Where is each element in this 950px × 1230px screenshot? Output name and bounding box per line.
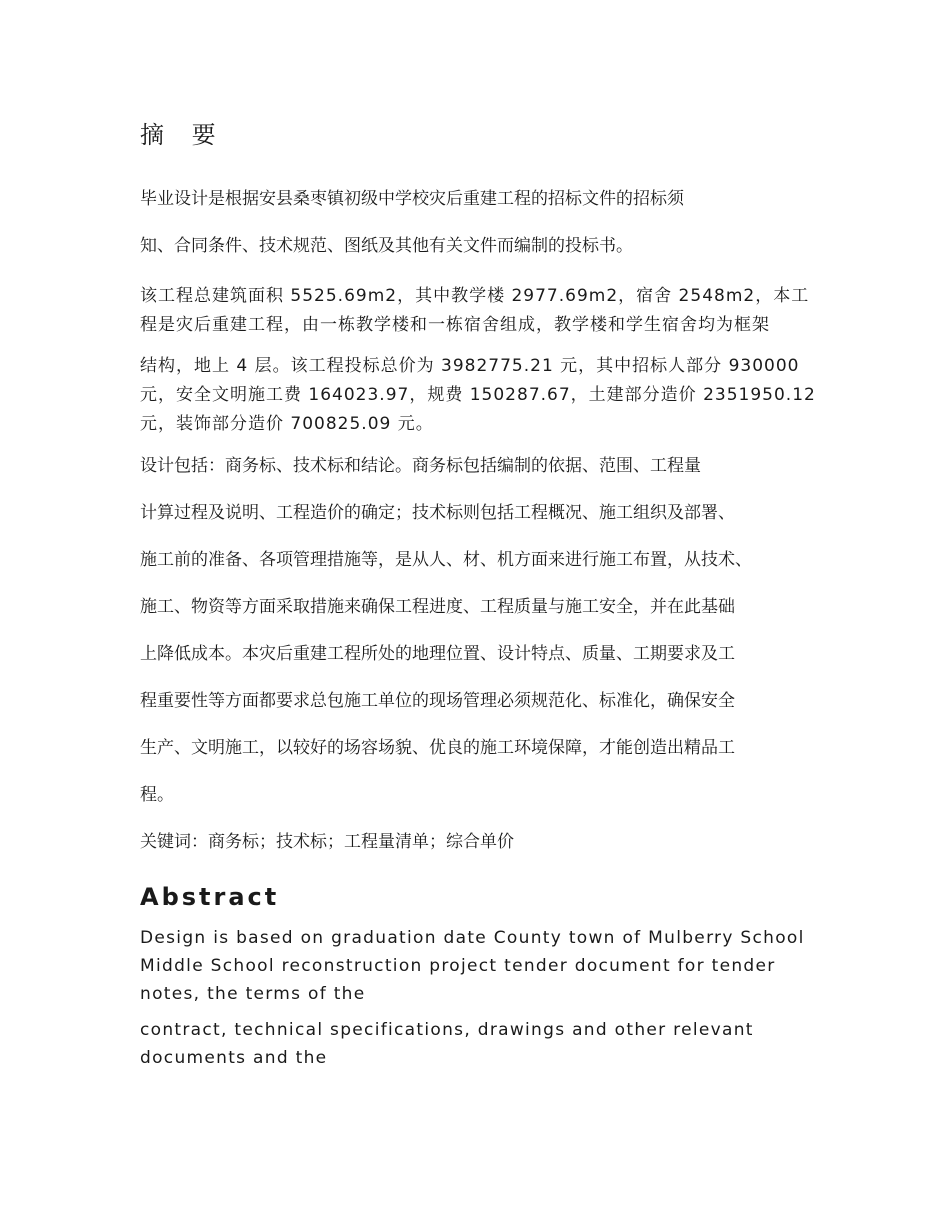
abstract-cn-paragraph-price: 结构，地上 4 层。该工程投标总价为 3982775.21 元，其中招标人部分 930000 元，安全文明施工费 164023.97，规费 150287.67，土建部分造价 2351950.12 元，装饰部分造价 700825.09 元。 xyxy=(140,356,816,434)
abstract-cn-design-line-5: 上降低成本。本灾后重建工程所处的地理位置、设计特点、质量、工期要求及工 xyxy=(140,644,735,664)
abstract-cn-keywords: 关键词：商务标；技术标；工程量清单；综合单价 xyxy=(140,832,514,852)
abstract-en-paragraph-2: contract, technical specifications, drawings and other relevant documents and the xyxy=(140,1020,754,1068)
abstract-cn-title: 摘 要 xyxy=(140,121,226,149)
abstract-en-paragraph-1: Design is based on graduation date County town of Mulberry School Middle School reconstruction project tender document for tender notes, the terms of the xyxy=(140,928,805,1004)
abstract-cn-design-line-6: 程重要性等方面都要求总包施工单位的现场管理必须规范化、标准化，确保安全 xyxy=(140,691,735,711)
abstract-cn-design-line-1: 设计包括：商务标、技术标和结论。商务标包括编制的依据、范围、工程量 xyxy=(140,456,701,476)
abstract-cn-design-line-7: 生产、文明施工，以较好的场容场貌、优良的施工环境保障，才能创造出精品工 xyxy=(140,738,735,758)
abstract-cn-design-line-2: 计算过程及说明、工程造价的确定；技术标则包括工程概况、施工组织及部署、 xyxy=(140,503,735,523)
abstract-cn-line-2: 知、合同条件、技术规范、图纸及其他有关文件而编制的投标书。 xyxy=(140,236,633,256)
abstract-cn-paragraph-area: 该工程总建筑面积 5525.69m2，其中教学楼 2977.69m2，宿舍 2548m2，本工程是灾后重建工程，由一栋教学楼和一栋宿舍组成，教学楼和学生宿舍均为框架 xyxy=(140,286,810,335)
abstract-en-title: Abstract xyxy=(140,883,280,911)
abstract-cn-design-line-4: 施工、物资等方面采取措施来确保工程进度、工程质量与施工安全，并在此基础 xyxy=(140,597,735,617)
abstract-cn-design-line-8: 程。 xyxy=(140,785,174,805)
abstract-cn-line-1: 毕业设计是根据安县桑枣镇初级中学校灾后重建工程的招标文件的招标须 xyxy=(140,189,684,209)
abstract-cn-design-line-3: 施工前的准备、各项管理措施等，是从人、材、机方面来进行施工布置，从技术、 xyxy=(140,550,752,570)
document-page xyxy=(140,118,820,1080)
